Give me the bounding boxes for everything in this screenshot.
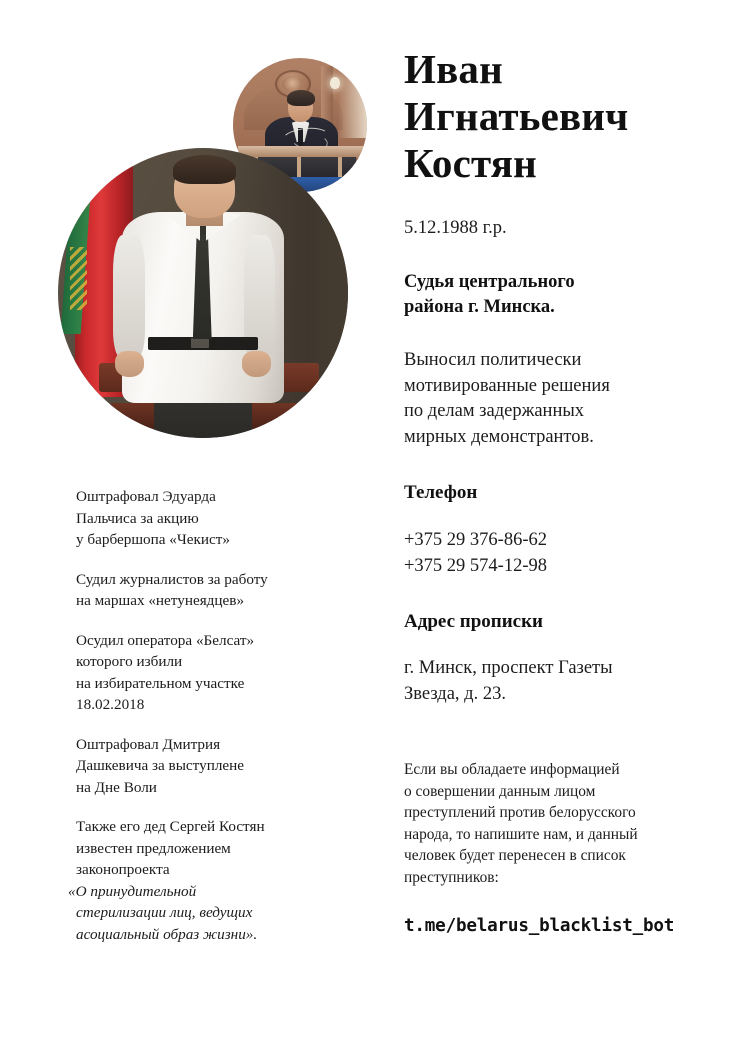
accusation-line: Также его дед Сергей Костян xyxy=(76,818,265,835)
courtroom-window-light xyxy=(338,65,367,139)
profile-column xyxy=(404,46,710,936)
name-line-first: Иван xyxy=(404,46,503,92)
phone-heading: Телефон xyxy=(404,482,478,503)
accusation-line: у барбершопа «Чекист» xyxy=(76,531,230,548)
appeal-line: народа, то напишите нам, и данный xyxy=(404,825,638,843)
portrait-hair xyxy=(173,155,237,184)
appeal-line: преступников: xyxy=(404,868,499,886)
address-heading: Адрес прописки xyxy=(404,611,543,632)
judge-hair xyxy=(287,90,315,106)
portrait-arm-left xyxy=(113,235,145,357)
accusation-item xyxy=(76,569,354,612)
accusation-line: на Дне Воли xyxy=(76,778,157,796)
birthdate: 5.12.1988 г.р. xyxy=(404,218,507,238)
accusation-line: Оштрафовал Дмитрия xyxy=(76,735,221,753)
courtroom-lamp-icon xyxy=(330,77,339,89)
phone-number[interactable]: +375 29 574-12-98 xyxy=(404,556,548,576)
appeal-line: о совершении данным лицом xyxy=(404,782,596,800)
accusation-line: известен предложением xyxy=(76,839,231,857)
bill-quote-line: асоциальный образ жизни». xyxy=(76,925,258,943)
name-line-patronymic: Игнатьевич xyxy=(404,93,629,139)
photo-cluster xyxy=(0,0,400,460)
appeal-line: Если вы обладаете информацией xyxy=(404,761,620,778)
summary-line: мирных демонстрантов. xyxy=(404,426,594,447)
accusation-line: Оштрафовал Эдуарда xyxy=(76,488,216,505)
portrait-hand-right xyxy=(242,351,271,377)
summary-line: Выносил политически xyxy=(404,350,582,370)
accusation-item xyxy=(76,630,354,716)
portrait-scene xyxy=(58,148,348,438)
accusation-line: которого избили xyxy=(76,653,183,670)
accusation-line: на избирательном участке xyxy=(76,674,245,692)
accusation-line: Судил журналистов за работу xyxy=(76,570,268,588)
appeal-line: преступлений против белорусского xyxy=(404,804,636,821)
name-line-last: Костян xyxy=(404,140,537,186)
accusation-item xyxy=(76,486,354,551)
accusation-line: 18.02.2018 xyxy=(76,696,145,713)
page-title xyxy=(404,46,710,187)
accusation-line: Дашкевича за выступлене xyxy=(76,757,245,774)
bill-quote-line: «О принудительной xyxy=(68,882,197,900)
role-line: Судья центрального xyxy=(404,272,575,292)
summary-line: мотивированные решения xyxy=(404,375,610,396)
accusation-item xyxy=(68,816,354,945)
appeal-line: человек будет перенесен в список xyxy=(404,847,626,864)
role-line: района г. Минска. xyxy=(404,297,555,317)
address-value xyxy=(404,656,710,707)
address-line: Звезда, д. 23. xyxy=(404,683,506,704)
portrait-photo xyxy=(58,148,348,438)
accusation-line: Пальчиса за акцию xyxy=(76,509,199,527)
telegram-bot-link[interactable]: t.me/belarus_blacklist_bot xyxy=(404,916,675,936)
phone-list xyxy=(404,527,710,579)
appeal-text xyxy=(404,759,710,888)
summary-text xyxy=(404,348,710,450)
portrait-belt-buckle xyxy=(191,338,208,348)
accusation-line: на маршах «нетунеядцев» xyxy=(76,592,245,609)
address-line: г. Минск, проспект Газеты xyxy=(404,658,613,678)
accusations-column xyxy=(68,486,354,945)
phone-number[interactable]: +375 29 376-86-62 xyxy=(404,530,548,550)
belarus-flag-ornament xyxy=(70,247,87,311)
portrait-hand-left xyxy=(115,351,144,377)
accusation-line: законопроекта xyxy=(76,861,170,878)
accusation-line: Осудил оператора «Белсат» xyxy=(76,631,255,649)
summary-line: по делам задержанных xyxy=(404,401,585,421)
accusation-item xyxy=(76,734,354,799)
role-heading xyxy=(404,270,710,320)
bill-quote-line: стерилизации лиц, ведущих xyxy=(76,904,253,921)
